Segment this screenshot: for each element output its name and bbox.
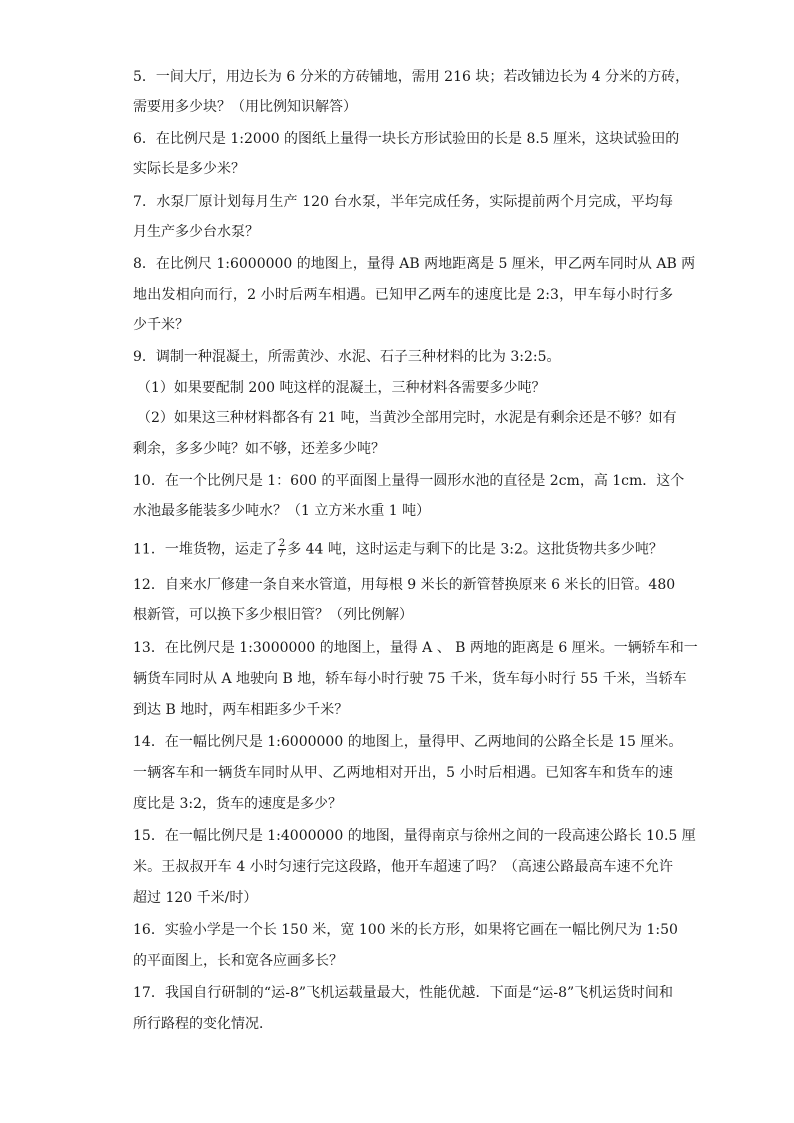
q17-line-2: 所行路程的变化情况． bbox=[133, 1016, 273, 1032]
q9-line-4: 剩余，多多少吨？如不够，还差多少吨？ bbox=[133, 441, 385, 457]
q7-line-2: 月生产多少台水泵？ bbox=[133, 224, 259, 240]
q9-line-2: （1）如果要配制 200 吨这样的混凝土，三种材料各需要多少吨？ bbox=[137, 380, 546, 396]
q10-line-2: 水池最多能装多少吨水？（1 立方米水重 1 吨） bbox=[133, 503, 431, 519]
q13-line-2: 辆货车同时从 A 地驶向 B 地，轿车每小时行驶 75 千米，货车每小时行 55 千米，当轿车 bbox=[133, 671, 687, 687]
q11-fraction-numerator: 2 bbox=[278, 538, 286, 549]
q13-line-1: 13．在比例尺是 1:3000000 的地图上，量得 A 、 B 两地的距离是 6 厘米。一辆轿车和一 bbox=[133, 640, 698, 656]
q9-line-1: 9．调制一种混凝土，所需黄沙、水泥、石子三种材料的比为 3:2:5。 bbox=[133, 349, 561, 365]
q16-line-1: 16．实验小学是一个长 150 米，宽 100 米的长方形，如果将它画在一幅比例尺为 1:50 bbox=[133, 922, 678, 938]
q11-fraction bbox=[278, 539, 286, 560]
q6-line-2: 实际长是多少米？ bbox=[133, 161, 245, 177]
q6-line-1: 6．在比例尺是 1:2000 的图纸上量得一块长方形试验田的长是 8.5 厘米，这块试验田的 bbox=[133, 131, 680, 147]
q12-line-2: 根新管，可以换下多少根旧管？（列比例解） bbox=[133, 607, 413, 623]
q11-fraction-denominator: 7 bbox=[277, 549, 285, 560]
q8-line-3: 少千米？ bbox=[133, 317, 189, 333]
q8-line-2: 地出发相向而行，2 小时后两车相遇。已知甲乙两车的速度比是 2:3，甲车每小时行多 bbox=[133, 287, 673, 303]
q14-line-1: 14．在一幅比例尺是 1:6000000 的地图上，量得甲、乙两地间的公路全长是 15 厘米。 bbox=[133, 734, 683, 750]
q7-line-1: 7．水泵厂原计划每月生产 120 台水泵，半年完成任务，实际提前两个月完成，平均每 bbox=[133, 194, 673, 210]
q11-text-after: 多 44 吨，这时运走与剩下的比是 3:2。这批货物共多少吨？ bbox=[287, 541, 663, 558]
q11-text-before: 11．一堆货物，运走了 bbox=[133, 541, 277, 558]
q11-line-1 bbox=[133, 539, 673, 560]
q15-line-1: 15．在一幅比例尺是 1:4000000 的地图，量得南京与徐州之间的一段高速公路长 10.5 厘 bbox=[133, 828, 696, 844]
q8-line-1: 8．在比例尺 1:6000000 的地图上，量得 AB 两地距离是 5 厘米，甲乙两车同时从 AB 两 bbox=[133, 256, 696, 272]
q14-line-3: 度比是 3:2，货车的速度是多少？ bbox=[133, 796, 342, 812]
q17-line-1: 17．我国自行研制的“运-8”飞机运载量最大，性能优越．下面是“运-8”飞机运货时间和 bbox=[133, 985, 673, 1001]
q10-line-1: 10．在一个比例尺是 1：600 的平面图上量得一圆形水池的直径是 2cm，高 1cm．这个 bbox=[133, 473, 685, 489]
q15-line-3: 超过 120 千米/时） bbox=[133, 890, 258, 906]
q5-line-2: 需要用多少块？（用比例知识解答） bbox=[133, 99, 357, 115]
q14-line-2: 一辆客车和一辆货车同时从甲、乙两地相对开出，5 小时后相遇。已知客车和货车的速 bbox=[133, 765, 673, 781]
q15-line-2: 米。王叔叔开车 4 小时匀速行完这段路，他开车超速了吗？（高速公路最高车速不允许 bbox=[133, 859, 673, 875]
q13-line-3: 到达 B 地时，两车相距多少千米？ bbox=[133, 702, 349, 718]
q12-line-1: 12．自来水厂修建一条自来水管道，用每根 9 米长的新管替换原来 6 米长的旧管。480 bbox=[133, 577, 676, 593]
q16-line-2: 的平面图上，长和宽各应画多长？ bbox=[133, 953, 343, 969]
q5-line-1: 5．一间大厅，用边长为 6 分米的方砖铺地，需用 216 块；若改铺边长为 4 分米的方砖， bbox=[133, 69, 690, 85]
q9-line-3: （2）如果这三种材料都各有 21 吨，当黄沙全部用完时，水泥是有剩余还是不够？如有 bbox=[137, 410, 677, 426]
